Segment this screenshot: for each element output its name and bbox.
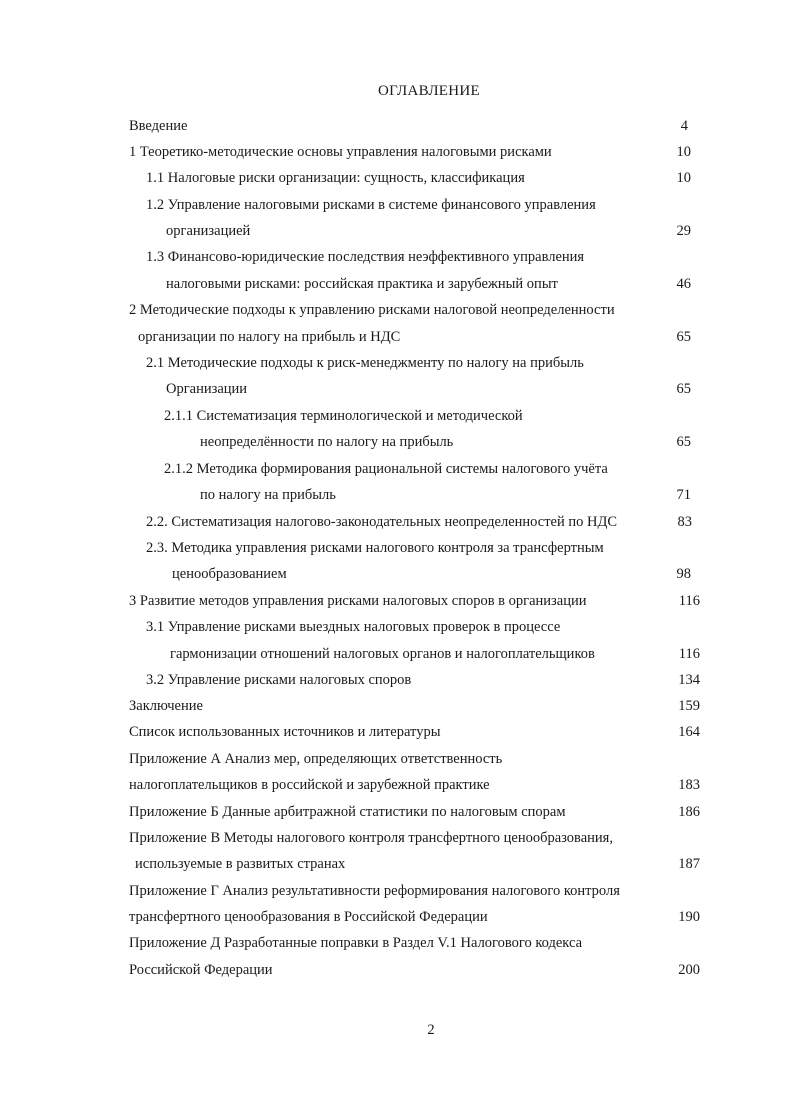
toc-entry: Введение [129, 118, 188, 134]
toc-entry: Российской Федерации [129, 962, 273, 978]
toc-page-number: 65 [676, 434, 691, 450]
toc-entry: Заключение [129, 698, 203, 714]
toc-entry: налогоплательщиков в российской и зарубежной практике [129, 777, 490, 793]
toc-page-number [640, 880, 700, 902]
toc-page-number: 29 [676, 223, 691, 239]
toc-page-number: 98 [676, 566, 691, 582]
toc-entry: Приложение А Анализ мер, определяющих ответственность [129, 751, 503, 767]
toc-page-number [640, 299, 691, 321]
toc-page-number [640, 458, 691, 480]
toc-entry: Организации [166, 381, 248, 397]
toc-entry: 2.1 Методические подходы к риск-менеджменту по налогу на прибыль [146, 355, 584, 371]
toc-entry: Приложение Б Данные арбитражной статистики по налоговым спорам [129, 804, 566, 820]
toc-page-number [640, 932, 700, 954]
toc-page-number: 10 [676, 144, 691, 160]
toc-entry: 1 Теоретико-методические основы управления налоговыми рисками [129, 144, 552, 160]
toc-entry: 2.2. Систематизация налогово-законодательных неопределенностей по НДС [146, 514, 618, 530]
toc-entry: гармонизации отношений налоговых органов и налогоплательщиков [170, 646, 595, 662]
toc-entry: Приложение Д Разработанные поправки в Раздел V.1 Налогового кодекса [129, 935, 583, 951]
page-number: 2 [427, 1022, 435, 1038]
toc-page-number: 116 [678, 646, 700, 662]
toc-entry: 3 Развитие методов управления рисками налоговых споров в организации [129, 593, 587, 609]
toc-entry: Приложение В Методы налогового контроля трансфертного ценообразования, [129, 830, 613, 846]
toc-page-number [640, 616, 700, 638]
toc-page-number: 187 [678, 856, 700, 872]
toc-page-number: 116 [678, 593, 700, 609]
toc-entry: 1.3 Финансово-юридические последствия неэффективного управления [146, 249, 585, 265]
toc-page-number: 183 [678, 777, 700, 793]
toc-entry: 3.2 Управление рисками налоговых споров [146, 672, 412, 688]
toc-entry: организации по налогу на прибыль и НДС [138, 329, 401, 345]
toc-entry: трансфертного ценообразования в Российской Федерации [129, 909, 488, 925]
toc-entry: 1.1 Налоговые риски организации: сущность, классификация [146, 170, 525, 186]
toc-page-number: 164 [678, 724, 700, 740]
toc-page-number: 190 [678, 909, 700, 925]
toc-page-number [640, 246, 691, 268]
toc-entry: 1.2 Управление налоговыми рисками в системе финансового управления [146, 197, 596, 213]
toc-entry: используемые в развитых странах [135, 856, 346, 872]
toc-entry: по налогу на прибыль [200, 487, 336, 503]
toc-entry: 2.3. Методика управления рисками налогового контроля за трансфертным [146, 540, 604, 556]
toc-page-number: 200 [678, 962, 700, 978]
toc-page-number: 159 [678, 698, 700, 714]
toc-entry: 3.1 Управление рисками выездных налоговых проверок в процессе [146, 619, 561, 635]
toc-page-number: 65 [676, 381, 691, 397]
toc-page-number [640, 827, 700, 849]
toc-entry: неопределённости по налогу на прибыль [200, 434, 454, 450]
toc-entry: 2 Методические подходы к управлению рисками налоговой неопределенности [129, 302, 615, 318]
toc-page-number: 134 [678, 672, 700, 688]
toc-page-number: 71 [676, 487, 691, 503]
toc-page-number: 4 [680, 118, 688, 134]
toc-entry: Приложение Г Анализ результативности реформирования налогового контроля [129, 883, 620, 899]
toc-entry: организацией [166, 223, 251, 239]
toc-page-number: 186 [678, 804, 700, 820]
toc-page-number: 10 [676, 170, 691, 186]
toc-page-number [640, 537, 691, 559]
toc-entry: Список использованных источников и литературы [129, 724, 441, 740]
toc-page-number: 65 [676, 329, 691, 345]
toc-page-number: 83 [677, 514, 692, 530]
toc-page-number [640, 748, 700, 770]
toc-entry: 2.1.1 Систематизация терминологической и методической [164, 408, 523, 424]
toc-page-number: 46 [676, 276, 691, 292]
toc-title: ОГЛАВЛЕНИЕ [378, 83, 480, 99]
toc-page-number [640, 352, 691, 374]
toc-entry: 2.1.2 Методика формирования рациональной системы налогового учёта [164, 461, 608, 477]
toc-page-number [640, 405, 691, 427]
toc-entry: налоговыми рисками: российская практика и зарубежный опыт [166, 276, 558, 292]
toc-entry: ценообразованием [172, 566, 287, 582]
toc-page-number [640, 194, 691, 216]
